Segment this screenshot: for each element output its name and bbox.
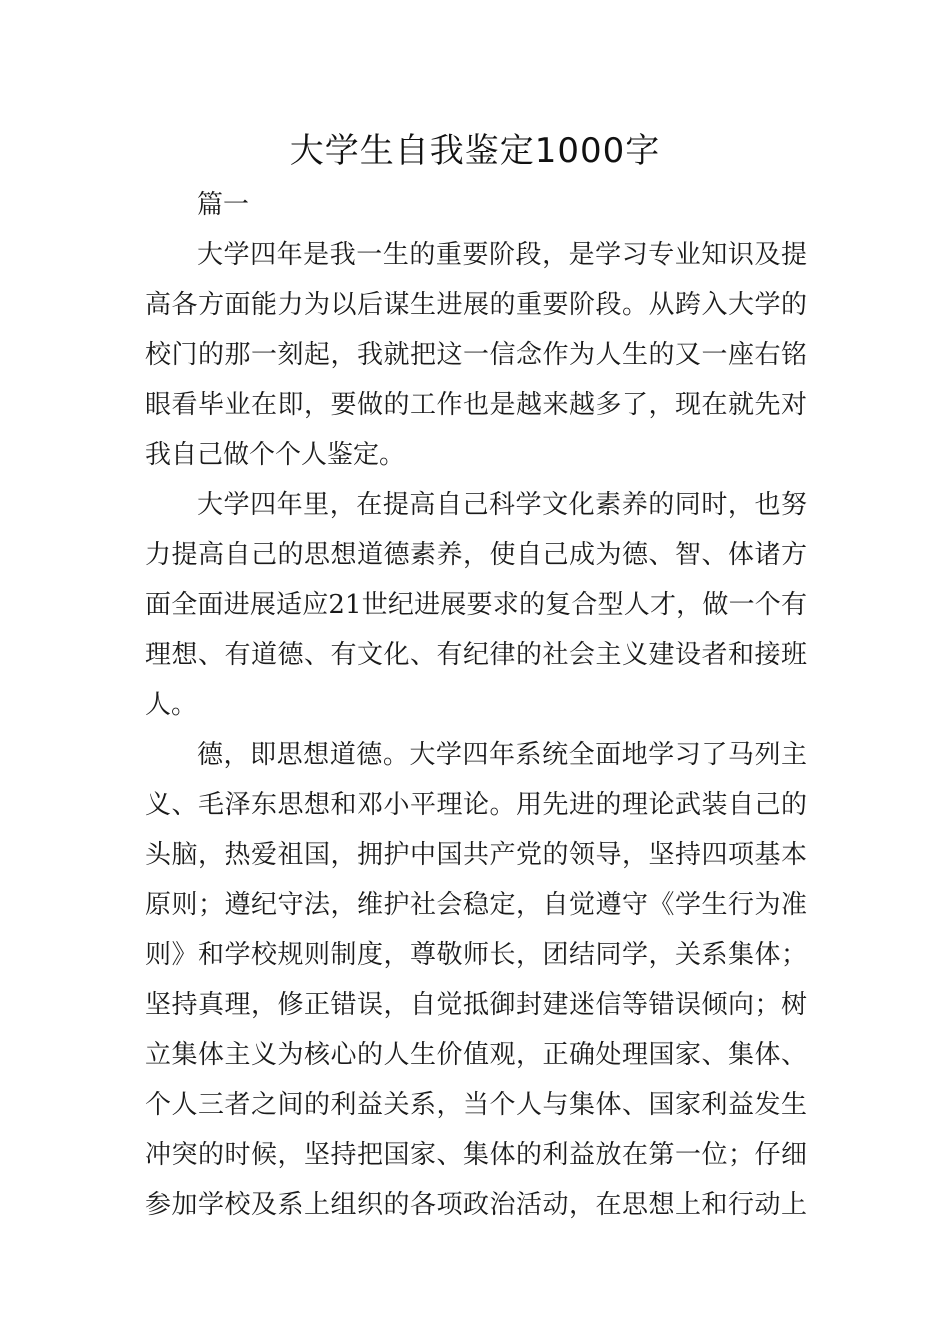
paragraph-line: 立集体主义为核心的人生价值观，正确处理国家、集体、 xyxy=(145,1040,807,1070)
paragraph-line: 义、毛泽东思想和邓小平理论。用先进的理论武装自己的 xyxy=(145,790,807,820)
paragraph-line: 高各方面能力为以后谋生进展的重要阶段。从跨入大学的 xyxy=(145,290,807,320)
paragraph-2 xyxy=(145,480,807,730)
paragraph-line: 理想、有道德、有文化、有纪律的社会主义建设者和接班 xyxy=(145,640,807,670)
paragraph-line: 原则；遵纪守法，维护社会稳定，自觉遵守《学生行为准 xyxy=(145,890,807,920)
section-label: 篇一 xyxy=(197,190,250,220)
paragraph-line: 坚持真理，修正错误，自觉抵御封建迷信等错误倾向；树 xyxy=(145,990,807,1020)
paragraph-1 xyxy=(145,230,807,480)
paragraph-line: 冲突的时候，坚持把国家、集体的利益放在第一位；仔细 xyxy=(145,1140,807,1170)
paragraph-line: 参加学校及系上组织的各项政治活动，在思想上和行动上 xyxy=(145,1190,807,1220)
document-title: 大学生自我鉴定1000字 xyxy=(289,131,661,171)
paragraph-line: 大学四年是我一生的重要阶段，是学习专业知识及提 xyxy=(197,240,807,270)
paragraph-line: 头脑，热爱祖国，拥护中国共产党的领导，坚持四项基本 xyxy=(145,840,807,870)
paragraph-line: 大学四年里，在提高自己科学文化素养的同时，也努 xyxy=(197,490,807,520)
paragraph-line: 则》和学校规则制度，尊敬师长，团结同学，关系集体； xyxy=(145,940,807,970)
paragraph-line: 眼看毕业在即，要做的工作也是越来越多了，现在就先对 xyxy=(145,390,807,420)
paragraph-line: 我自己做个个人鉴定。 xyxy=(145,440,406,470)
paragraph-3 xyxy=(145,730,807,1230)
paragraph-line: 人。 xyxy=(145,690,198,720)
paragraph-line: 个人三者之间的利益关系，当个人与集体、国家利益发生 xyxy=(145,1090,807,1120)
paragraph-line: 面全面进展适应21世纪进展要求的复合型人才，做一个有 xyxy=(145,590,807,620)
paragraph-line: 校门的那一刻起，我就把这一信念作为人生的又一座右铭 xyxy=(145,340,807,370)
paragraph-line: 德，即思想道德。大学四年系统全面地学习了马列主 xyxy=(197,740,807,770)
paragraph-line: 力提高自己的思想道德素养，使自己成为德、智、体诸方 xyxy=(145,540,807,570)
document-body xyxy=(145,180,807,1230)
